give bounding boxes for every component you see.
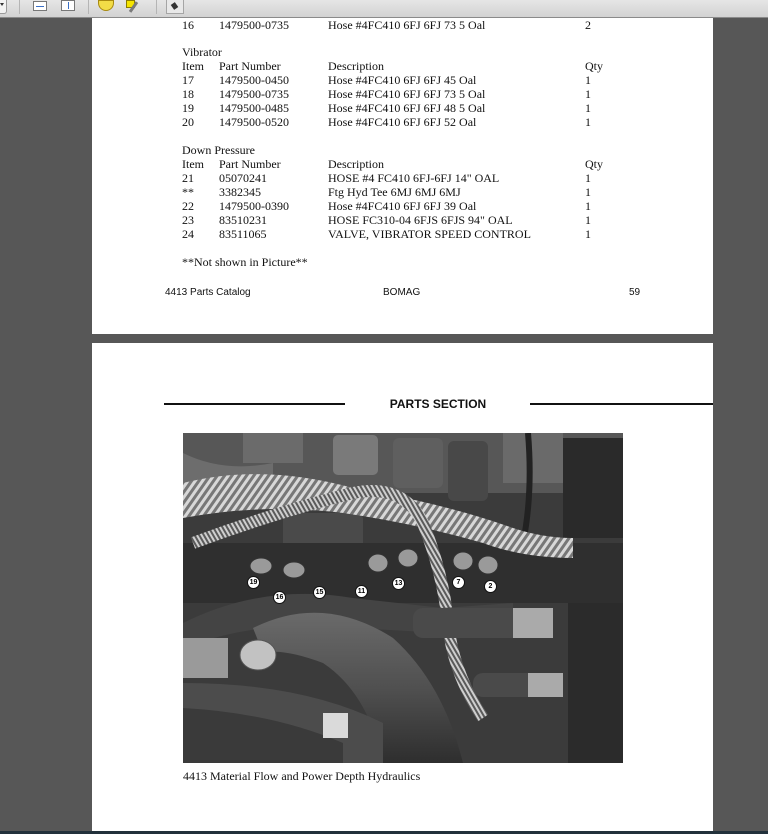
callout-2: 2 <box>484 580 497 593</box>
header-part-number: Part Number <box>219 157 281 171</box>
table-header-row <box>92 157 713 171</box>
hydraulics-photo <box>183 433 623 763</box>
table-row <box>92 115 713 129</box>
part-number-cell: 1479500-0735 <box>219 18 289 32</box>
table-row <box>92 199 713 213</box>
select-tool-icon[interactable] <box>166 0 184 14</box>
item-cell: ** <box>182 185 194 199</box>
table-row <box>92 101 713 115</box>
description-cell: Ftg Hyd Tee 6MJ 6MJ 6MJ <box>328 185 461 199</box>
callout-7: 7 <box>452 576 465 589</box>
description-cell: HOSE FC310-04 6FJS 6FJS 94" OAL <box>328 213 513 227</box>
toolbar-divider <box>88 0 89 14</box>
pdf-page-59 <box>92 18 713 334</box>
qty-cell: 1 <box>585 227 591 241</box>
comment-icon[interactable] <box>98 0 114 11</box>
qty-cell: 1 <box>585 171 591 185</box>
part-number-cell: 05070241 <box>219 171 267 185</box>
highlight-icon[interactable] <box>126 0 140 13</box>
parts-section-heading <box>164 396 641 412</box>
callout-13: 13 <box>392 577 405 590</box>
table-row <box>92 18 713 32</box>
item-cell: 24 <box>182 227 194 241</box>
qty-cell: 1 <box>585 115 591 129</box>
description-cell: VALVE, VIBRATOR SPEED CONTROL <box>328 227 531 241</box>
item-cell: 18 <box>182 87 194 101</box>
zoom-dropdown-icon[interactable] <box>0 0 7 14</box>
toolbar-divider <box>156 0 157 14</box>
header-description: Description <box>328 59 384 73</box>
section-heading-vibrator: Vibrator <box>182 45 222 59</box>
item-cell: 17 <box>182 73 194 87</box>
header-part-number: Part Number <box>219 59 281 73</box>
callout-15: 15 <box>313 586 326 599</box>
pdf-page-60 <box>92 343 713 831</box>
section-heading-down-pressure: Down Pressure <box>182 143 255 157</box>
callout-16: 16 <box>273 591 286 604</box>
heading-rule-right <box>530 403 713 405</box>
callout-11: 11 <box>355 585 368 598</box>
section-title: PARTS SECTION <box>389 397 487 411</box>
item-cell: 22 <box>182 199 194 213</box>
table-header-row <box>92 59 713 73</box>
header-description: Description <box>328 157 384 171</box>
photo-caption: 4413 Material Flow and Power Depth Hydraulics <box>183 769 421 783</box>
footer-page-number: 59 <box>629 287 641 298</box>
toolbar-divider <box>19 0 20 14</box>
table-row <box>92 213 713 227</box>
table-row <box>92 185 713 199</box>
part-number-cell: 3382345 <box>219 185 261 199</box>
item-cell: 19 <box>182 101 194 115</box>
item-cell: 20 <box>182 115 194 129</box>
description-cell: Hose #4FC410 6FJ 6FJ 52 Oal <box>328 115 477 129</box>
description-cell: Hose #4FC410 6FJ 6FJ 48 5 Oal <box>328 101 486 115</box>
header-item: Item <box>182 59 204 73</box>
table-row <box>92 227 713 241</box>
qty-cell: 1 <box>585 101 591 115</box>
description-cell: Hose #4FC410 6FJ 6FJ 73 5 Oal <box>328 87 486 101</box>
description-cell: Hose #4FC410 6FJ 6FJ 39 Oal <box>328 199 477 213</box>
fit-width-icon[interactable] <box>61 0 75 11</box>
header-qty: Qty <box>585 59 603 73</box>
part-number-cell: 1479500-0390 <box>219 199 289 213</box>
qty-cell: 1 <box>585 199 591 213</box>
pdf-toolbar <box>0 0 768 18</box>
footer-brand: BOMAG <box>383 287 421 298</box>
qty-cell: 1 <box>585 185 591 199</box>
table-row <box>92 73 713 87</box>
engine-hoses-image <box>183 433 623 763</box>
fit-page-icon[interactable] <box>33 1 47 11</box>
item-cell: 21 <box>182 171 194 185</box>
part-number-cell: 83510231 <box>219 213 267 227</box>
item-cell: 23 <box>182 213 194 227</box>
part-number-cell: 83511065 <box>219 227 267 241</box>
qty-cell: 1 <box>585 73 591 87</box>
qty-cell: 1 <box>585 213 591 227</box>
item-cell: 16 <box>182 18 194 32</box>
part-number-cell: 1479500-0450 <box>219 73 289 87</box>
table-row <box>92 87 713 101</box>
callout-19: 19 <box>247 576 260 589</box>
header-qty: Qty <box>585 157 603 171</box>
not-shown-note: **Not shown in Picture** <box>182 255 308 269</box>
qty-cell: 1 <box>585 87 591 101</box>
description-cell: Hose #4FC410 6FJ 6FJ 73 5 Oal <box>328 18 486 32</box>
description-cell: HOSE #4 FC410 6FJ-6FJ 14" OAL <box>328 171 500 185</box>
part-number-cell: 1479500-0520 <box>219 115 289 129</box>
table-row <box>92 171 713 185</box>
description-cell: Hose #4FC410 6FJ 6FJ 45 Oal <box>328 73 477 87</box>
footer-catalog-title: 4413 Parts Catalog <box>165 287 251 298</box>
part-number-cell: 1479500-0735 <box>219 87 289 101</box>
part-number-cell: 1479500-0485 <box>219 101 289 115</box>
header-item: Item <box>182 157 204 171</box>
heading-rule-left <box>164 403 345 405</box>
qty-cell: 2 <box>585 18 591 32</box>
